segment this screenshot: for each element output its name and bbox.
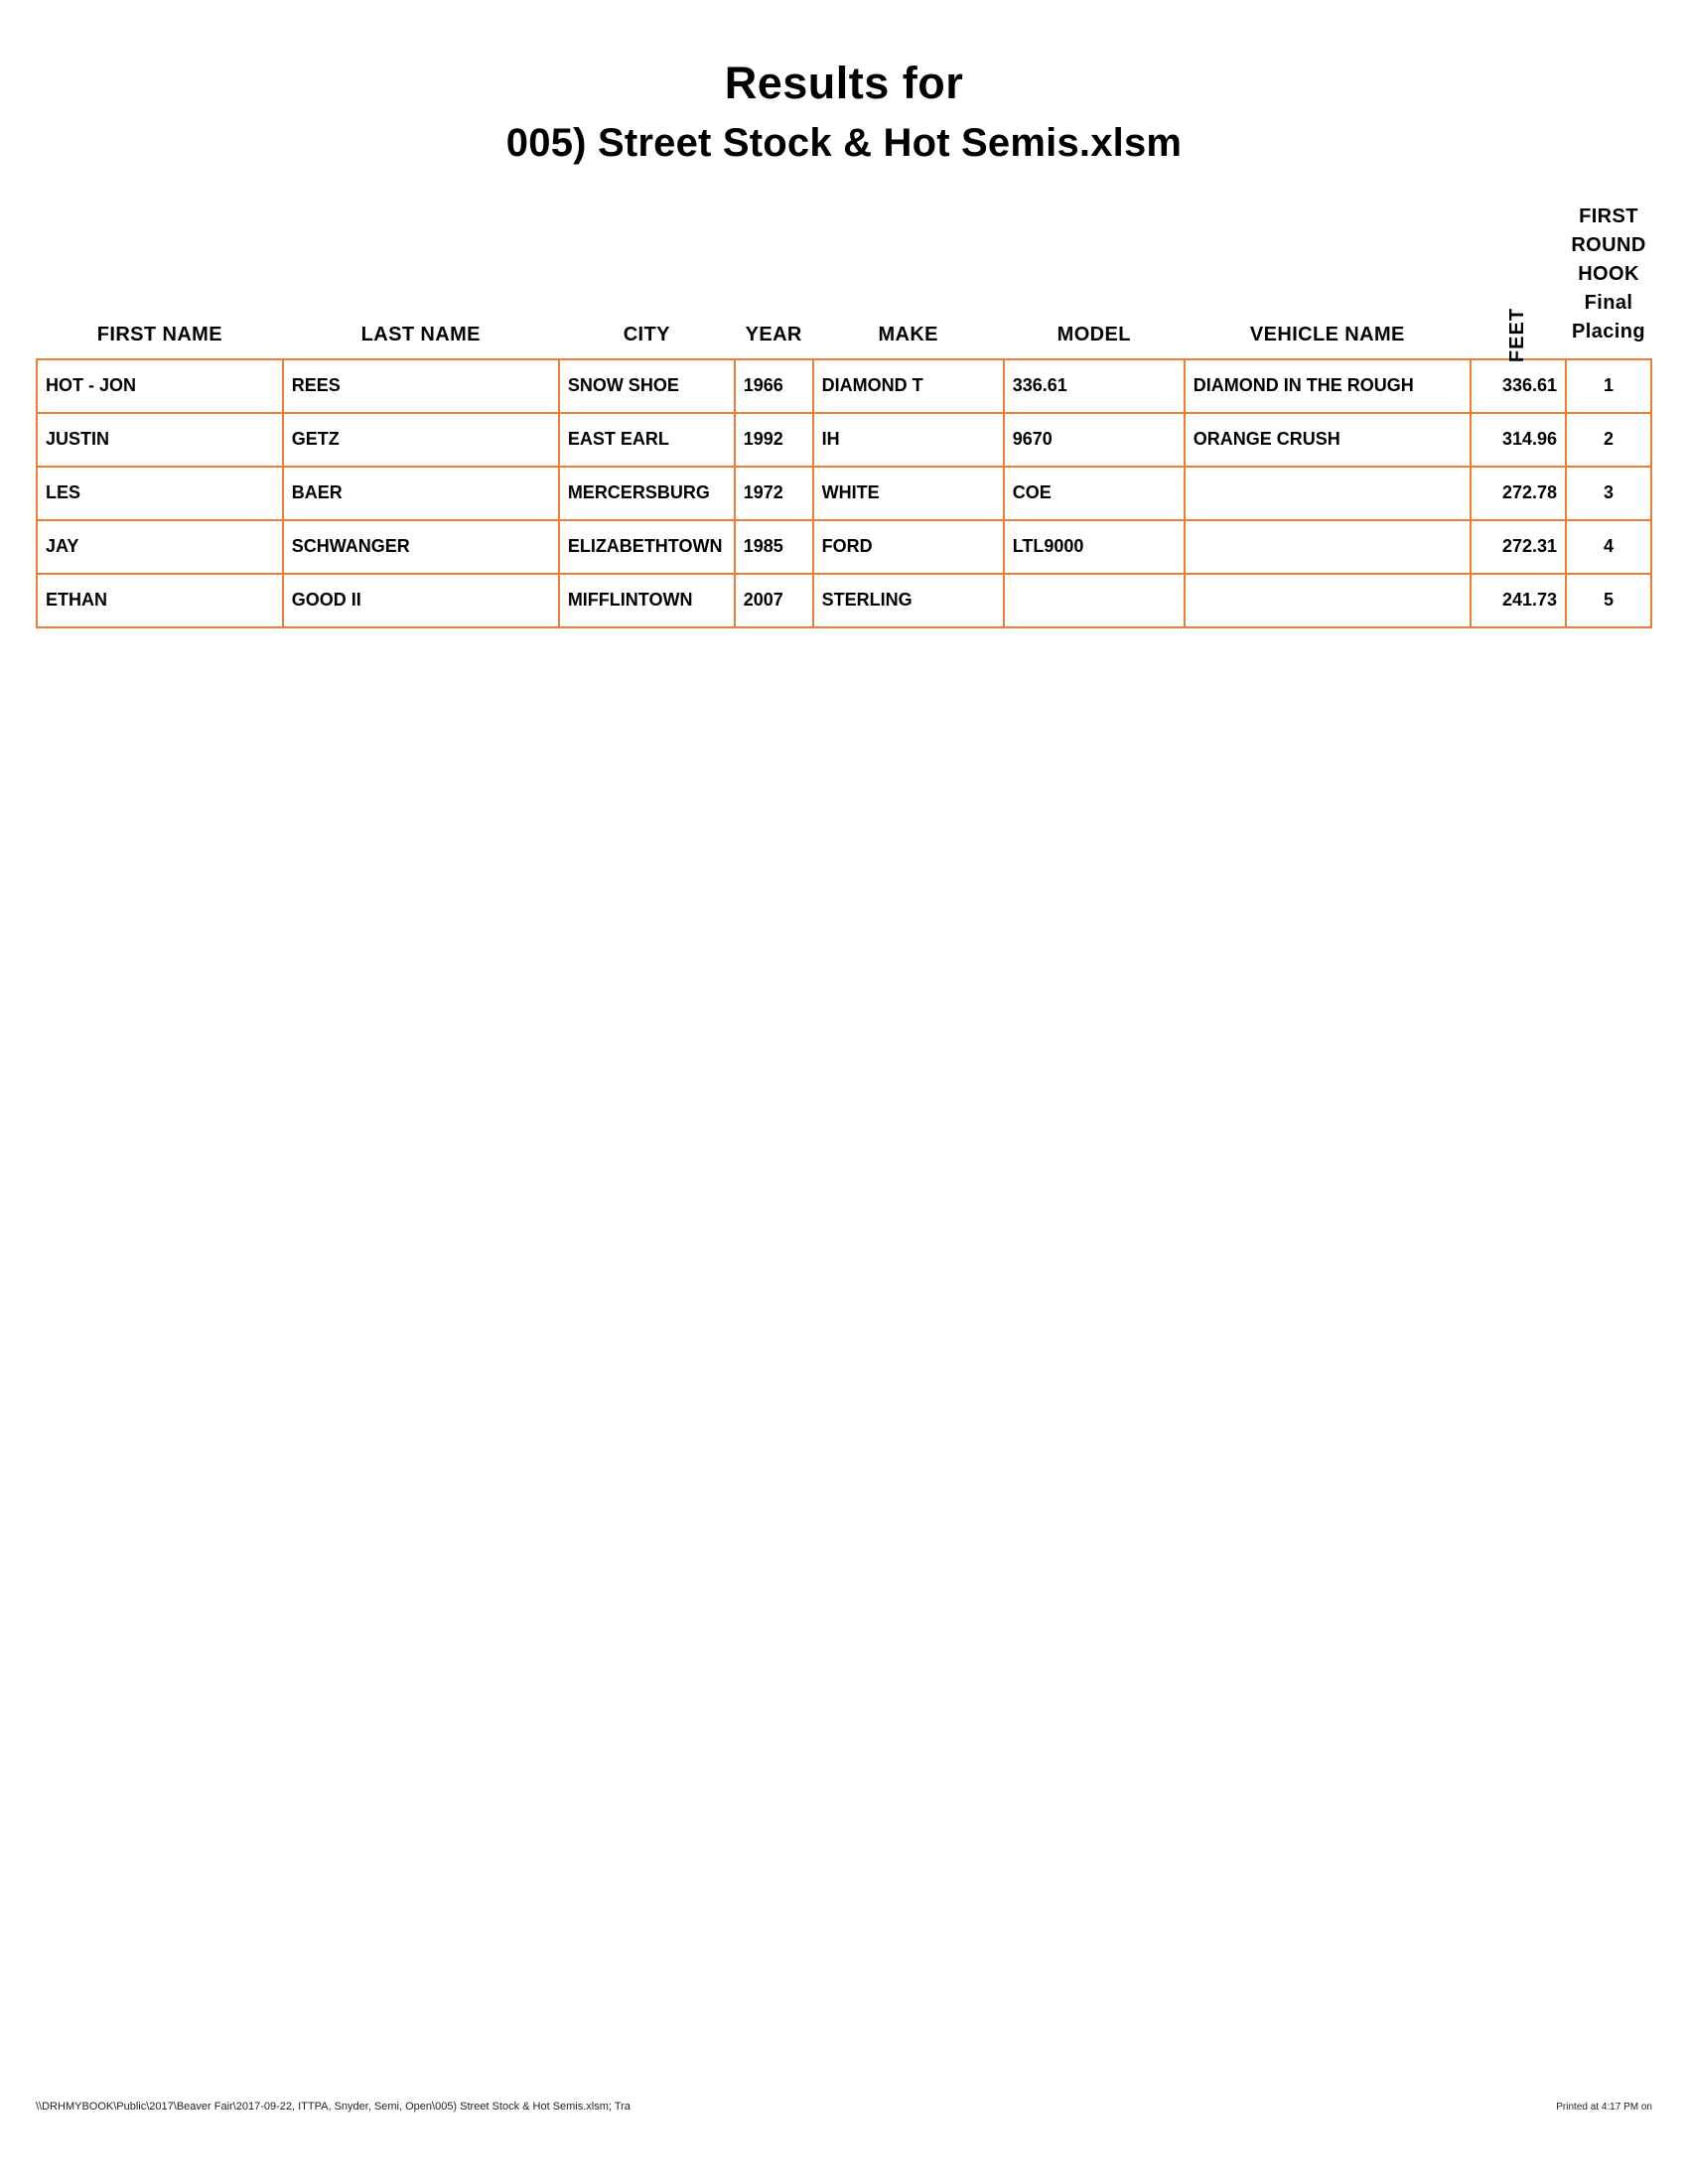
cell-city: MIFFLINTOWN <box>559 574 735 627</box>
cell-make: IH <box>813 413 1004 467</box>
footer-file-path: \\DRHMYBOOK\Public\2017\Beaver Fair\2017-09-22, ITTPA, Snyder, Semi, Open\005) Street Stock & Hot Semis.xlsm; Tra <box>36 2101 631 2113</box>
cell-placing: 1 <box>1566 359 1651 413</box>
placing-line-5: Placing <box>1572 320 1645 342</box>
cell-city: SNOW SHOE <box>559 359 735 413</box>
table-header-row <box>37 203 1651 359</box>
cell-vehicle-name <box>1185 467 1471 520</box>
cell-model: COE <box>1004 467 1185 520</box>
table-row <box>37 467 1651 520</box>
cell-first-name: LES <box>37 467 283 520</box>
column-header-make: MAKE <box>878 323 938 345</box>
cell-last-name: GETZ <box>283 413 559 467</box>
cell-vehicle-name <box>1185 520 1471 574</box>
cell-year: 1992 <box>735 413 813 467</box>
table-row <box>37 574 1651 627</box>
page-title: Results for <box>724 58 964 108</box>
column-header-year: YEAR <box>745 323 802 345</box>
cell-year: 1966 <box>735 359 813 413</box>
cell-vehicle-name <box>1185 574 1471 627</box>
page-subtitle: 005) Street Stock & Hot Semis.xlsm <box>505 120 1183 165</box>
cell-placing: 3 <box>1566 467 1651 520</box>
cell-model: LTL9000 <box>1004 520 1185 574</box>
cell-last-name: BAER <box>283 467 559 520</box>
table-row <box>37 413 1651 467</box>
cell-first-name: JAY <box>37 520 283 574</box>
column-header-placing <box>1566 203 1651 359</box>
cell-feet: 314.96 <box>1471 413 1566 467</box>
placing-line-2: ROUND <box>1571 233 1646 256</box>
cell-placing: 2 <box>1566 413 1651 467</box>
cell-city: MERCERSBURG <box>559 467 735 520</box>
cell-feet: 272.31 <box>1471 520 1566 574</box>
table-row <box>37 359 1651 413</box>
results-table-wrap <box>36 203 1652 628</box>
cell-model: 9670 <box>1004 413 1185 467</box>
column-header-city: CITY <box>623 323 670 345</box>
table-row <box>37 520 1651 574</box>
cell-model: 336.61 <box>1004 359 1185 413</box>
title-block <box>0 0 1688 169</box>
cell-vehicle-name: ORANGE CRUSH <box>1185 413 1471 467</box>
column-header-feet-label: FEET <box>1506 307 1529 362</box>
cell-first-name: HOT - JON <box>37 359 283 413</box>
cell-vehicle-name: DIAMOND IN THE ROUGH <box>1185 359 1471 413</box>
cell-last-name: SCHWANGER <box>283 520 559 574</box>
cell-city: EAST EARL <box>559 413 735 467</box>
page-footer <box>36 2101 1652 2113</box>
cell-feet: 241.73 <box>1471 574 1566 627</box>
cell-feet: 272.78 <box>1471 467 1566 520</box>
column-header-vehicle-name: VEHICLE NAME <box>1249 323 1405 345</box>
cell-first-name: ETHAN <box>37 574 283 627</box>
cell-make: FORD <box>813 520 1004 574</box>
footer-print-time: Printed at 4:17 PM on <box>1556 2102 1652 2113</box>
cell-city: ELIZABETHTOWN <box>559 520 735 574</box>
placing-line-3: HOOK <box>1578 262 1639 285</box>
cell-make: DIAMOND T <box>813 359 1004 413</box>
cell-last-name: REES <box>283 359 559 413</box>
column-header-last-name: LAST NAME <box>360 323 481 345</box>
cell-year: 1985 <box>735 520 813 574</box>
cell-make: STERLING <box>813 574 1004 627</box>
cell-year: 1972 <box>735 467 813 520</box>
cell-placing: 5 <box>1566 574 1651 627</box>
cell-model <box>1004 574 1185 627</box>
column-header-feet <box>1471 203 1566 362</box>
column-header-first-name: FIRST NAME <box>96 323 222 345</box>
placing-line-1: FIRST <box>1579 205 1638 227</box>
cell-year: 2007 <box>735 574 813 627</box>
placing-line-4: Final <box>1584 291 1633 314</box>
cell-placing: 4 <box>1566 520 1651 574</box>
cell-last-name: GOOD II <box>283 574 559 627</box>
cell-feet: 336.61 <box>1471 359 1566 413</box>
results-table <box>36 203 1652 628</box>
cell-make: WHITE <box>813 467 1004 520</box>
column-header-model: MODEL <box>1056 323 1131 345</box>
cell-first-name: JUSTIN <box>37 413 283 467</box>
